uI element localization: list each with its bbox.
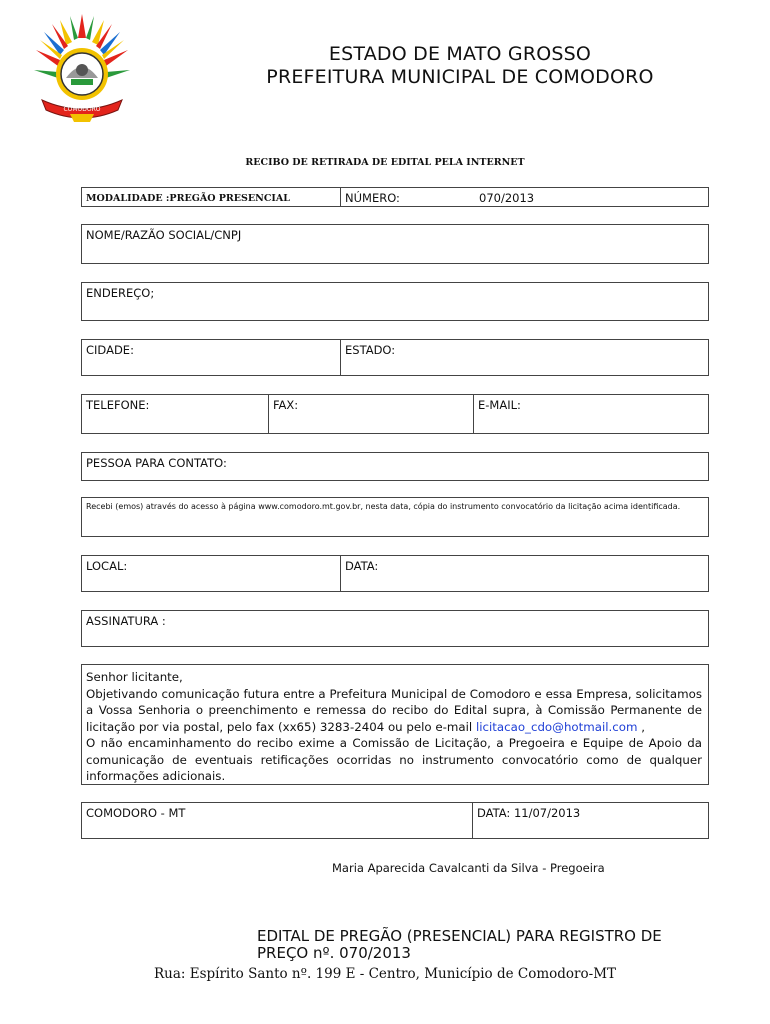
date-text: DATA: 11/07/2013 xyxy=(477,806,581,820)
nome-label: NOME/RAZÃO SOCIAL/CNPJ xyxy=(86,228,242,242)
local-field[interactable] xyxy=(82,556,340,591)
edital-footer: EDITAL DE PREGÃO (PRESENCIAL) PARA REGISTRO DE PREÇO nº. 070/2013 xyxy=(257,927,662,962)
numero-value: 070/2013 xyxy=(479,191,535,205)
data-field[interactable] xyxy=(340,556,708,591)
cidade-field[interactable] xyxy=(82,340,340,375)
modalidade-label: MODALIDADE :PREGÃO PRESENCIAL xyxy=(86,193,290,204)
cidade-label: CIDADE: xyxy=(86,343,134,357)
numero-label: NÚMERO: xyxy=(345,191,400,205)
notice-paragraph-1-end: , xyxy=(637,719,645,734)
endereco-field[interactable] xyxy=(81,282,709,321)
email-field[interactable] xyxy=(473,395,708,433)
fax-label: FAX: xyxy=(273,398,299,412)
state-heading: ESTADO DE MATO GROSSO xyxy=(328,43,592,65)
cidade-estado-row xyxy=(81,339,709,376)
email-label: E-MAIL: xyxy=(478,398,521,412)
city-text: COMODORO - MT xyxy=(86,806,186,820)
notice-paragraph-1 xyxy=(86,686,702,736)
endereco-label: ENDEREÇO; xyxy=(86,286,155,300)
assinatura-label: ASSINATURA : xyxy=(86,614,166,628)
svg-text:COMODORO: COMODORO xyxy=(63,106,101,113)
contact-email-link[interactable]: licitacao_cdo@hotmail.com xyxy=(475,719,638,734)
notice-box xyxy=(81,664,709,785)
contato-label: PESSOA PARA CONTATO: xyxy=(86,456,227,470)
document-title: RECIBO DE RETIRADA DE EDITAL PELA INTERNET xyxy=(245,157,525,168)
data-label: DATA: xyxy=(345,559,379,573)
fax-field[interactable] xyxy=(268,395,473,433)
local-label: LOCAL: xyxy=(86,559,128,573)
estado-field[interactable] xyxy=(340,340,708,375)
notice-paragraph-1-text: Objetivando comunicação futura entre a Prefeitura Municipal de Comodoro e essa Empresa, solicitamos a Vossa Senhoria o preenchimento e remessa do recibo do Edital supra, à Comissão Permanente de licitação por via postal, pelo fax (xx65) 3283-2404 ou pelo e-mail xyxy=(86,686,702,734)
notice-greeting: Senhor licitante, xyxy=(86,670,183,684)
municipality-heading: PREFEITURA MUNICIPAL DE COMODORO xyxy=(266,66,654,88)
contato-field[interactable] xyxy=(81,452,709,481)
address-footer: Rua: Espírito Santo nº. 199 E - Centro, Município de Comodoro-MT xyxy=(153,966,617,982)
numero-cell xyxy=(340,188,708,206)
estado-label: ESTADO: xyxy=(345,343,396,357)
date-cell xyxy=(472,803,708,838)
recebi-text: Recebi (emos) através do acesso à página www.comodoro.mt.gov.br, nesta data, cópia do instrumento convocatório da licitação acima identificada. xyxy=(86,502,681,511)
modalidade-row xyxy=(81,187,709,207)
recebi-box xyxy=(81,497,709,537)
notice-paragraph-2: O não encaminhamento do recibo exime a Comissão de Licitação, a Pregoeira e Equipe de Apoio da comunicação de eventuais retificações ocorridas no instrumento convocatório como de qualquer informações adicionais. xyxy=(86,736,702,783)
contact-row xyxy=(81,394,709,434)
municipal-seal-logo xyxy=(30,8,134,124)
nome-field[interactable] xyxy=(81,224,709,264)
telefone-field[interactable] xyxy=(82,395,268,433)
city-cell xyxy=(82,803,472,838)
notice-text xyxy=(86,669,702,785)
telefone-label: TELEFONE: xyxy=(86,398,150,412)
signatory-name: Maria Aparecida Cavalcanti da Silva - Pregoeira xyxy=(332,861,605,875)
city-date-row xyxy=(81,802,709,839)
assinatura-field[interactable] xyxy=(81,610,709,647)
local-data-row xyxy=(81,555,709,592)
